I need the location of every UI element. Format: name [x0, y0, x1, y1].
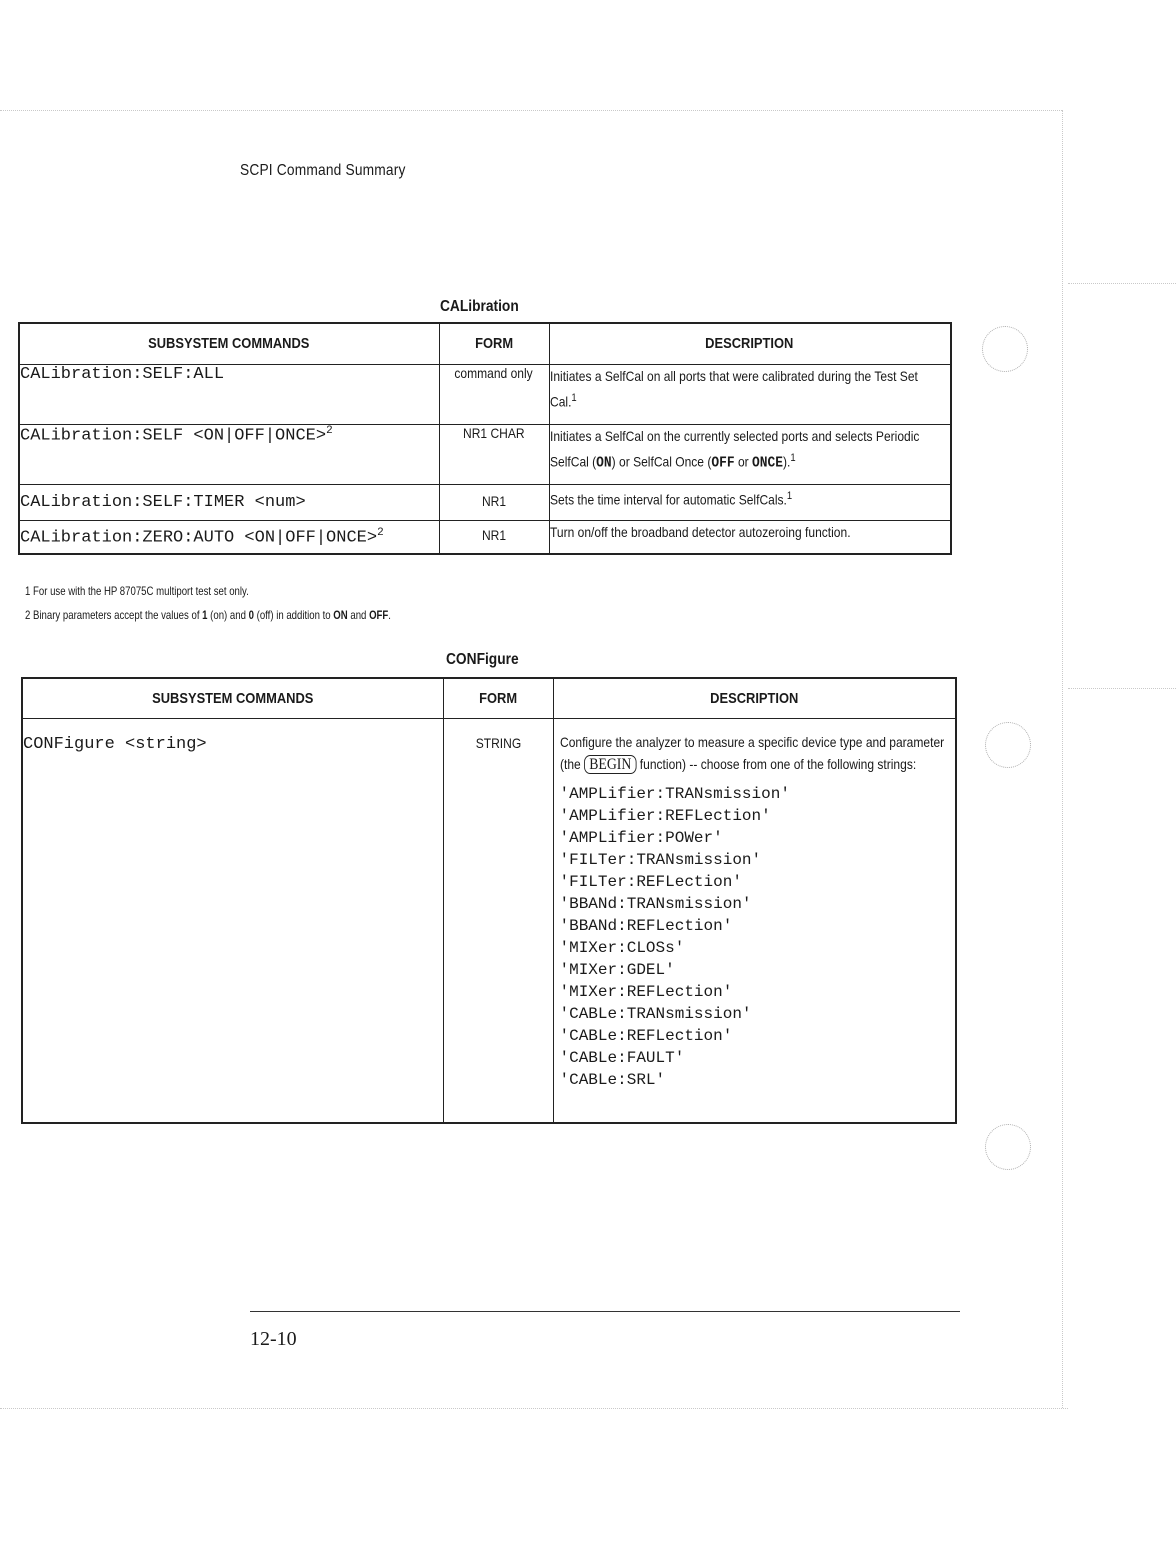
list-item: 'CABLe:TRANsmission': [559, 1004, 752, 1023]
col-header-commands: SUBSYSTEM COMMANDS: [22, 678, 443, 718]
footnote-2: 2 Binary parameters accept the values of 1 (on) and 0 (off) in addition to ON and OFF.: [25, 608, 391, 622]
list-item: 'AMPLifier:REFLection': [559, 806, 771, 825]
col-header-commands: SUBSYSTEM COMMANDS: [19, 323, 439, 364]
list-item: 'CABLe:REFLection': [559, 1026, 733, 1045]
form-cell: NR1 CHAR: [439, 424, 549, 484]
list-item: 'MIXer:REFLection': [559, 982, 733, 1001]
table-row: [19, 424, 951, 484]
table-row: [19, 484, 951, 520]
col-header-description: DESCRIPTION: [553, 678, 956, 718]
string-list: [554, 775, 956, 1091]
command-cell: CONFigure <string>: [22, 718, 443, 1123]
description-cell: Turn on/off the broadband detector autozeroing function.: [549, 520, 951, 554]
begin-key: BEGIN: [584, 755, 636, 774]
configure-title: CONFigure: [446, 651, 519, 668]
punch-hole: [982, 326, 1028, 372]
table-row: [22, 718, 956, 1123]
form-cell: NR1: [439, 484, 549, 520]
scan-edge-top: [0, 110, 1062, 111]
table-row: [19, 364, 951, 424]
list-item: 'FILTer:REFLection': [559, 872, 742, 891]
list-item: 'AMPLifier:TRANsmission': [559, 784, 790, 803]
footer-rule: [250, 1311, 960, 1312]
description-cell: Initiates a SelfCal on the currently selected ports and selects Periodic SelfCal (ON) or SelfCal Once (OFF or ONCE).$^1$: [549, 424, 951, 484]
calibration-title: CALibration: [440, 298, 519, 315]
punch-hole: [985, 722, 1031, 768]
configure-table: [21, 677, 957, 1124]
footnote-1: 1 For use with the HP 87075C multiport test set only.: [25, 584, 249, 598]
col-header-form: FORM: [439, 323, 549, 364]
description-cell: Configure the analyzer to measure a specific device type and parameter (the BEGIN function) -- choose from one of the following strings: 'AMPLifier:TRANsmission' 'AMPLifier:REFLection' 'AMPLifier:POWer' 'FILTer:TRANsmission' 'FILTer:REFLection' 'BBANd:TRANsmission' 'BBANd:REFLection' 'MIXer:CLOSs' 'MIXer:GDEL' 'MIXer:REFLection' 'CABLe:TRANsmission' 'CABLe:REFLection' 'CABLe:FAULT' 'CABLe:SRL': [553, 718, 956, 1123]
list-item: 'MIXer:GDEL': [559, 960, 675, 979]
scan-edge-bottom: [0, 1408, 1068, 1409]
list-item: 'BBANd:TRANsmission': [559, 894, 752, 913]
command-cell: CALibration:ZERO:AUTO <ON|OFF|ONCE>$^2$: [19, 520, 439, 554]
description-cell: Sets the time interval for automatic SelfCals.$^1$: [549, 484, 951, 520]
list-item: 'CABLe:SRL': [559, 1070, 666, 1089]
description-cell: Initiates a SelfCal on all ports that were calibrated during the Test Set Cal.$^1$: [549, 364, 951, 424]
list-item: 'BBANd:REFLection': [559, 916, 733, 935]
command-cell: CALibration:SELF:TIMER <num>: [19, 484, 439, 520]
list-item: 'MIXer:CLOSs': [559, 938, 685, 957]
form-cell: command only: [439, 364, 549, 424]
command-cell: CALibration:SELF:ALL: [19, 364, 439, 424]
scan-edge-right-mark: [1068, 283, 1176, 284]
list-item: 'AMPLifier:POWer': [559, 828, 723, 847]
list-item: 'FILTer:TRANsmission': [559, 850, 762, 869]
page-header: SCPI Command Summary: [240, 162, 406, 179]
scan-edge-right-mark: [1068, 688, 1176, 689]
col-header-description: DESCRIPTION: [549, 323, 951, 364]
col-header-form: FORM: [443, 678, 553, 718]
form-cell: NR1: [439, 520, 549, 554]
calibration-table: [18, 322, 952, 555]
scan-edge-right: [1062, 110, 1063, 1408]
list-item: 'CABLe:FAULT': [559, 1048, 685, 1067]
page-number: 12-10: [250, 1328, 297, 1350]
form-cell: STRING: [443, 718, 553, 1123]
punch-hole: [985, 1124, 1031, 1170]
table-row: [19, 520, 951, 554]
command-cell: CALibration:SELF <ON|OFF|ONCE>$^2$: [19, 424, 439, 484]
